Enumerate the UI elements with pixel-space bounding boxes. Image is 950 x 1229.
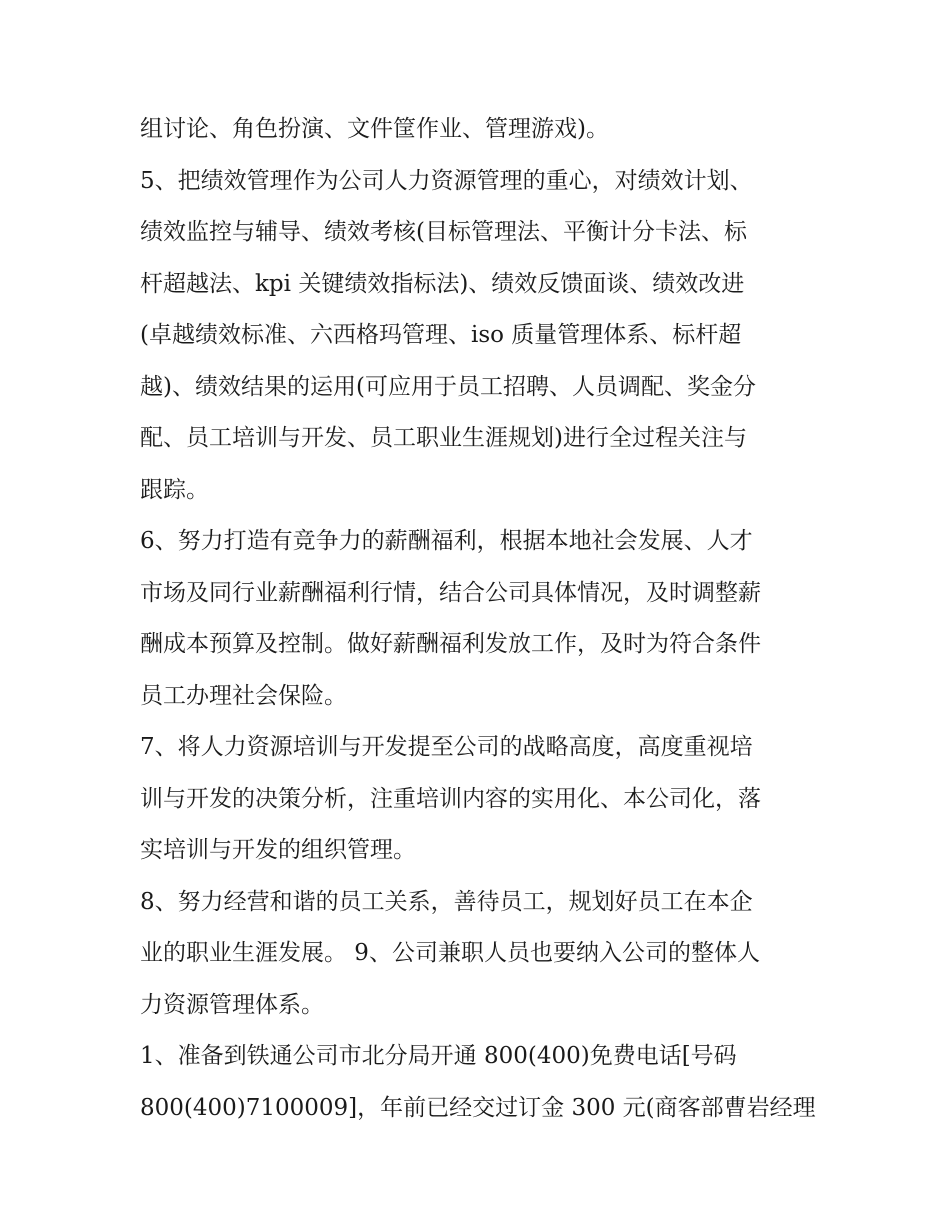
document-body [140, 104, 820, 1134]
text-line: 配、员工培训与开发、员工职业生涯规划)进行全过程关注与 [140, 425, 747, 451]
text-line: 实培训与开发的组织管理。 [140, 837, 416, 863]
text-line: 业的职业生涯发展。 9、公司兼职人员也要纳入公司的整体人 [140, 940, 760, 966]
text-line: 市场及同行业薪酬福利行情，结合公司具体情况，及时调整薪 [140, 579, 761, 606]
text-line: 5、把绩效管理作为公司人力资源管理的重心，对绩效计划、 [140, 167, 753, 194]
text-line: 6、努力打造有竞争力的薪酬福利，根据本地社会发展、人才 [140, 528, 753, 554]
text-line: 越)、绩效结果的运用(可应用于员工招聘、人员调配、奖金分 [140, 373, 756, 400]
text-line: 杆超越法、kpi 关键绩效指标法)、绩效反馈面谈、绩效改进 [140, 270, 745, 297]
text-line: 7、将人力资源培训与开发提至公司的战略高度，高度重视培 [140, 734, 753, 760]
text-line: 员工办理社会保险。 [140, 682, 347, 709]
text-line: 力资源管理体系。 [140, 991, 324, 1018]
text-line: (卓越绩效标准、六西格玛管理、iso 质量管理体系、标杆超 [140, 322, 742, 348]
text-line: 组讨论、角色扮演、文件筐作业、管理游戏)。 [140, 116, 609, 142]
text-line: 训与开发的决策分析，注重培训内容的实用化、本公司化，落 [140, 785, 761, 812]
text-line: 1、准备到铁通公司市北分局开通 800(400)免费电话[号码 [140, 1043, 737, 1069]
text-line: 跟踪。 [140, 476, 209, 503]
text-line: 绩效监控与辅导、绩效考核(目标管理法、平衡计分卡法、标 [140, 219, 747, 245]
text-line: 8、努力经营和谐的员工关系，善待员工，规划好员工在本企 [140, 888, 753, 915]
text-line: 酬成本预算及控制。做好薪酬福利发放工作，及时为符合条件 [140, 631, 761, 657]
text-line: 800(400)7100009]，年前已经交过订金 300 元(商客部曹岩经理 [140, 1094, 816, 1121]
